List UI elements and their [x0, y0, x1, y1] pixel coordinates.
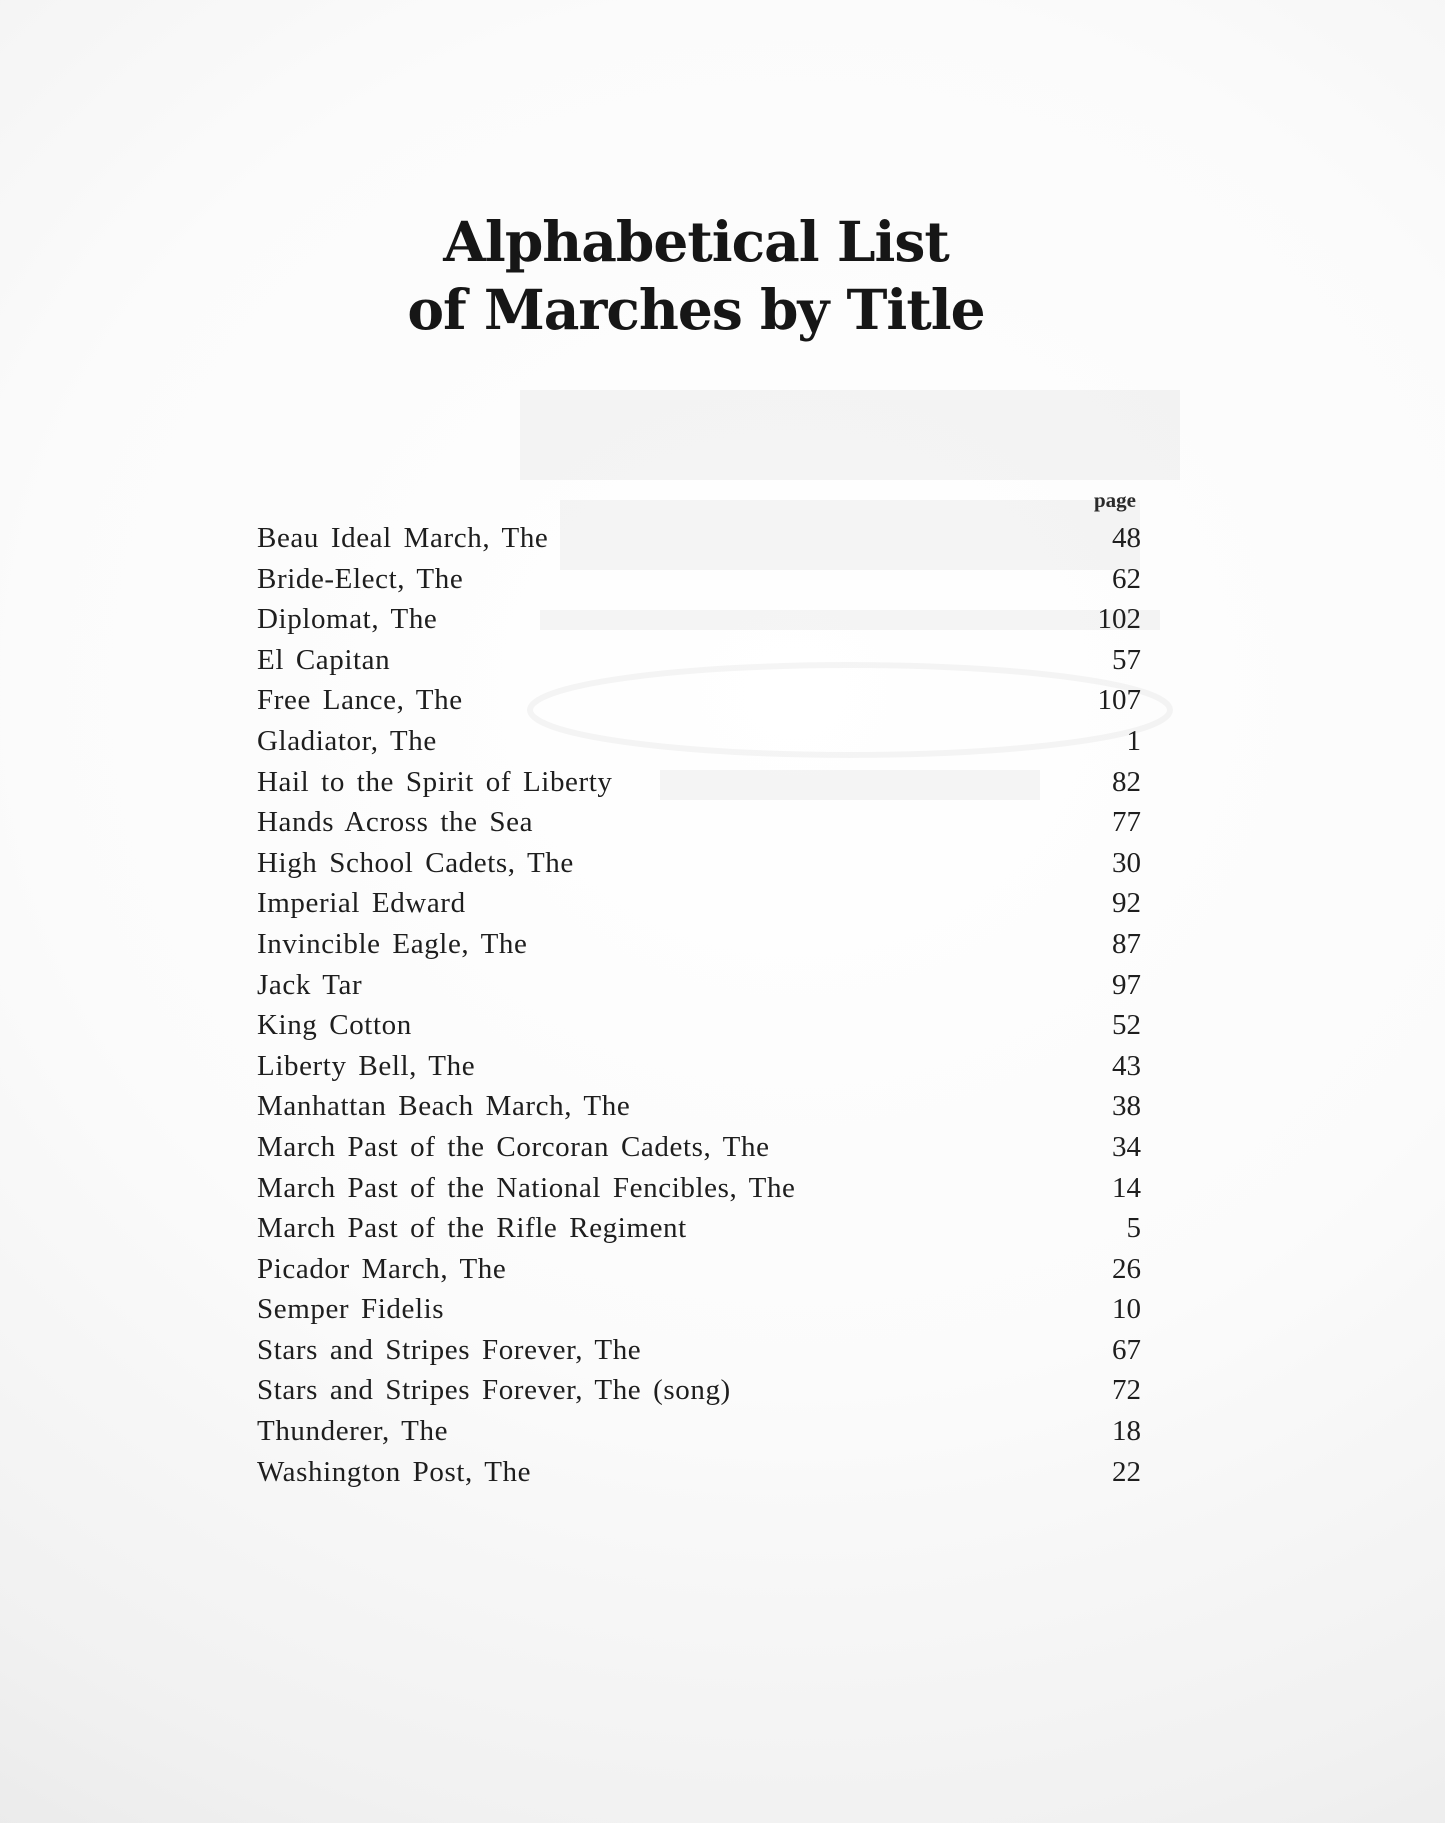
list-item	[257, 1208, 1141, 1249]
page-number: 26	[1112, 1252, 1141, 1285]
page-number: 18	[1112, 1415, 1141, 1448]
page-number: 52	[1112, 1009, 1141, 1042]
list-item	[257, 965, 1141, 1006]
march-title: King Cotton	[257, 1009, 412, 1042]
list-item	[257, 518, 1141, 559]
list-item	[257, 1086, 1141, 1127]
march-title: Free Lance, The	[257, 684, 463, 717]
list-item	[257, 1330, 1141, 1371]
list-item	[257, 1005, 1141, 1046]
list-item	[257, 883, 1141, 924]
page-number: 38	[1112, 1090, 1141, 1123]
march-title: High School Cadets, The	[257, 846, 574, 879]
page-number: 5	[1126, 1212, 1141, 1245]
march-title: March Past of the Rifle Regiment	[257, 1212, 687, 1245]
list-item	[257, 802, 1141, 843]
march-title: Gladiator, The	[257, 724, 437, 757]
list-item	[257, 843, 1141, 884]
page-number: 34	[1112, 1130, 1141, 1163]
march-title: Invincible Eagle, The	[257, 927, 528, 960]
page-number: 67	[1112, 1333, 1141, 1366]
page-number: 82	[1112, 765, 1141, 798]
list-item	[257, 599, 1141, 640]
list-item	[257, 1168, 1141, 1209]
list-item	[257, 1289, 1141, 1330]
march-title: Imperial Edward	[257, 887, 466, 920]
list-item	[257, 559, 1141, 600]
list-item	[257, 721, 1141, 762]
page-number: 97	[1112, 968, 1141, 1001]
march-title: Stars and Stripes Forever, The (song)	[257, 1374, 731, 1407]
march-title: Bride-Elect, The	[257, 562, 464, 595]
march-title: Diplomat, The	[257, 603, 438, 636]
page-number: 92	[1112, 887, 1141, 920]
page-number: 48	[1112, 522, 1141, 554]
page-title-line-2: of Marches by Title	[407, 277, 985, 342]
page-number: 14	[1112, 1171, 1141, 1204]
march-title: Beau Ideal March, The	[257, 522, 549, 554]
list-item	[257, 762, 1141, 803]
page-column-heading: page	[1094, 488, 1136, 512]
march-title: March Past of the Corcoran Cadets, The	[257, 1130, 770, 1163]
page-number: 102	[1097, 603, 1141, 636]
march-title: March Past of the National Fencibles, The	[257, 1171, 796, 1204]
list-item	[257, 1046, 1141, 1087]
page-number: 43	[1112, 1049, 1141, 1082]
list-item	[257, 1452, 1141, 1493]
page-number: 22	[1112, 1455, 1141, 1488]
march-title: Semper Fidelis	[257, 1293, 445, 1326]
page-number: 30	[1112, 846, 1141, 879]
page-number: 77	[1112, 806, 1141, 839]
list-item	[257, 1370, 1141, 1411]
page-number: 10	[1112, 1293, 1141, 1326]
page-number: 107	[1097, 684, 1141, 717]
march-title: Liberty Bell, The	[257, 1049, 476, 1082]
march-title: Stars and Stripes Forever, The	[257, 1333, 642, 1366]
list-item	[257, 1411, 1141, 1452]
march-title: Manhattan Beach March, The	[257, 1090, 631, 1123]
march-title-list	[257, 518, 1141, 1492]
page-number: 72	[1112, 1374, 1141, 1407]
page-number: 1	[1126, 724, 1141, 757]
march-title: Washington Post, The	[257, 1455, 532, 1488]
page-number: 57	[1112, 643, 1141, 676]
march-title: Thunderer, The	[257, 1415, 449, 1448]
list-item	[257, 640, 1141, 681]
march-title: Hail to the Spirit of Liberty	[257, 765, 613, 798]
march-title: Picador March, The	[257, 1252, 507, 1285]
list-item	[257, 1127, 1141, 1168]
page-title-line-1: Alphabetical List	[443, 209, 949, 274]
list-item	[257, 680, 1141, 721]
page-number: 62	[1112, 562, 1141, 595]
page-number: 87	[1112, 927, 1141, 960]
page-title	[0, 208, 1392, 344]
march-title: Jack Tar	[257, 968, 363, 1001]
list-item	[257, 924, 1141, 965]
march-title: El Capitan	[257, 643, 391, 676]
march-title: Hands Across the Sea	[257, 806, 534, 839]
list-item	[257, 1249, 1141, 1290]
